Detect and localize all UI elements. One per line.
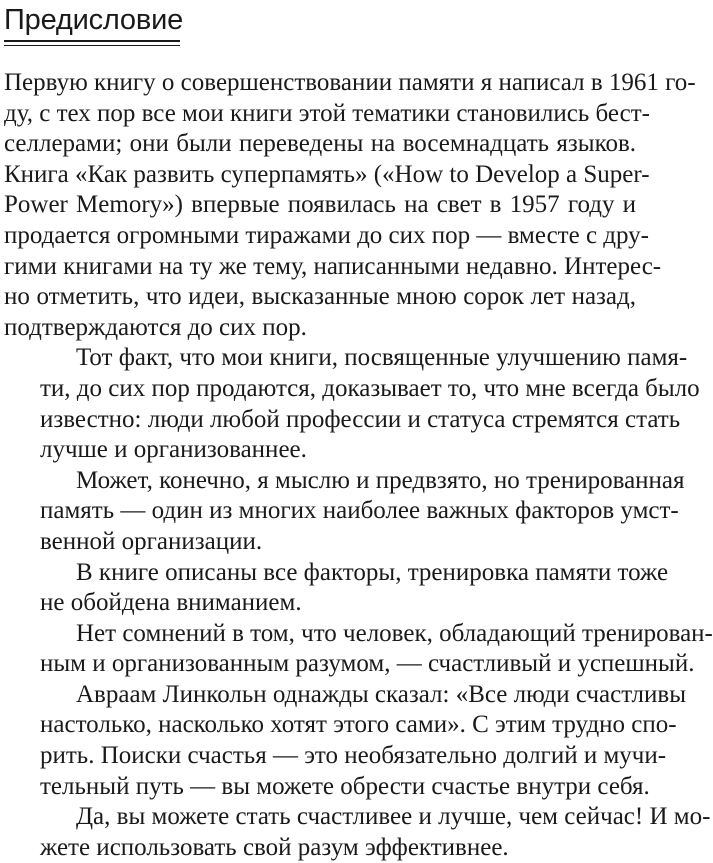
paragraph-5 — [4, 619, 713, 680]
text-line: жете использовать свой разум эффективнее. — [40, 833, 509, 861]
text-line: не обойдена вниманием. — [40, 589, 302, 617]
title-underline-thin — [4, 45, 180, 46]
text-line: ти, до сих пор продаются, доказывает то, что мне всегда было — [40, 374, 700, 402]
text-line: Может, конечно, я мыслю и предвзято, но тренированная — [76, 466, 685, 494]
body-text — [4, 68, 713, 863]
paragraph-2 — [4, 343, 700, 465]
text-line: продается огромными тиражами до сих пор — вместе с дру- — [4, 221, 650, 249]
text-line: ду, с тех пор все мои книги этой тематики становились бест- — [4, 99, 650, 127]
paragraph-6 — [4, 680, 686, 802]
text-line: но отметить, что идеи, высказанные мною сорок лет назад, — [4, 283, 636, 311]
text-line: Нет сомнений в том, что человек, обладающий тренирован- — [76, 619, 713, 647]
text-line: Тот факт, что мои книги, посвященные улучшению памя- — [76, 344, 688, 372]
text-line: память — один из многих наиболее важных факторов умст- — [40, 497, 679, 525]
page-title: Предисловие — [4, 4, 183, 36]
text-line: лучше и организованнее. — [40, 436, 307, 464]
title-underline-thick — [4, 40, 180, 42]
paragraph-7 — [4, 802, 711, 863]
text-line: рить. Поиски счастья — это необязательно долгий и мучи- — [40, 742, 667, 770]
text-line: ным и организованным разумом, — счастливый и успешный. — [40, 650, 695, 678]
text-line: гими книгами на ту же тему, написанными недавно. Интерес- — [4, 252, 662, 280]
text-line: Авраам Линкольн однажды сказал: «Все люди счастливы — [76, 680, 686, 708]
text-line: В книге описаны все факторы, тренировка памяти тоже — [76, 558, 669, 586]
text-line: известно: люди любой профессии и статуса стремятся стать — [40, 405, 681, 433]
text-line: Power Memory») впервые появилась на свет в 1957 году и — [4, 191, 636, 219]
text-line: настолько, насколько хотят этого сами». С этим трудно спо- — [40, 711, 677, 739]
text-line: Первую книгу о совершенствовании памяти я написал в 1961 го- — [4, 69, 696, 96]
text-line: подтверждаются до сих пор. — [4, 313, 307, 341]
text-line: Книга «Как развить суперпамять» («How to Develop a Super- — [4, 160, 650, 188]
paragraph-4 — [4, 558, 669, 619]
text-line: венной организации. — [40, 527, 263, 555]
paragraph-3 — [4, 466, 685, 558]
text-line: Да, вы можете стать счастливее и лучше, чем сейчас! И мо- — [76, 803, 711, 831]
paragraph-1 — [4, 68, 696, 343]
text-line: селлерами; они были переведены на восемнадцать языков. — [4, 130, 636, 158]
text-line: тельный путь — вы можете обрести счастье внутри себя. — [40, 772, 650, 800]
